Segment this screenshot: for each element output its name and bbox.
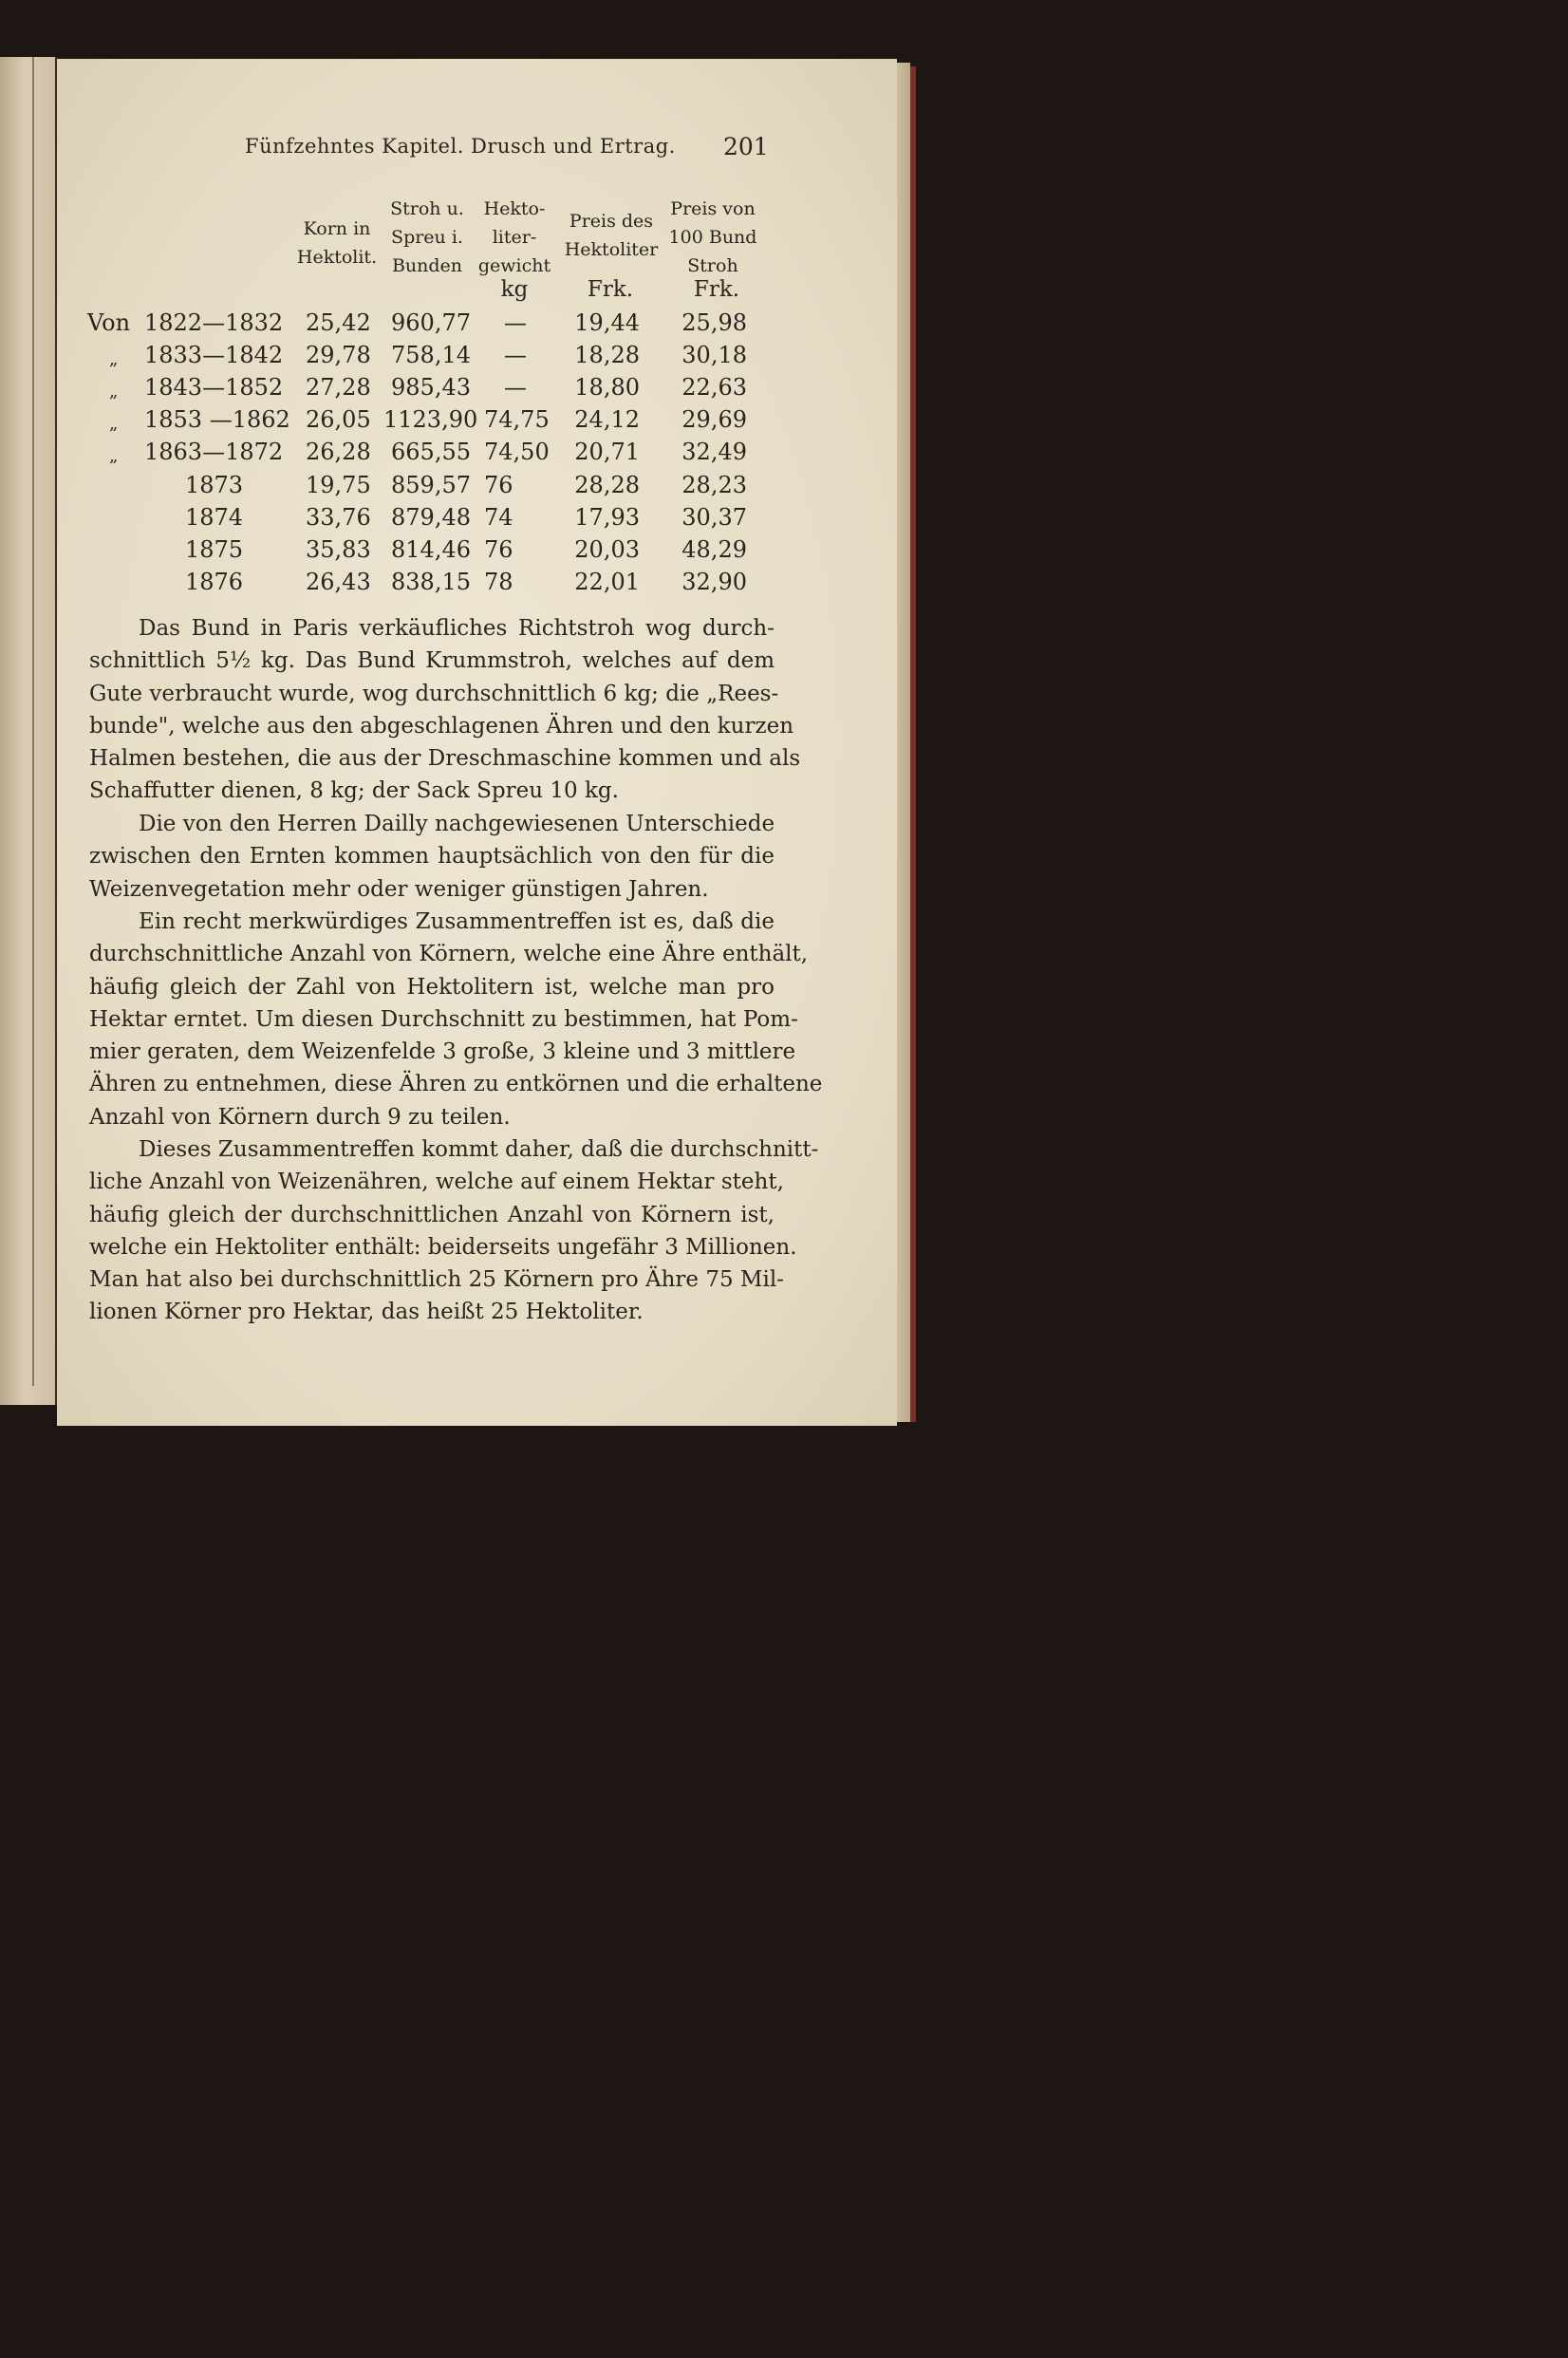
text-line: häufig gleich der durchschnittlichen Anzahl von Körnern ist, xyxy=(89,1202,775,1227)
text-line: liche Anzahl von Weizenähren, welche auf einem Hektar steht, xyxy=(89,1170,784,1195)
table-row xyxy=(0,342,990,374)
row-ditto: „ xyxy=(109,349,119,369)
text-line: mier geraten, dem Weizenfelde 3 große, 3 kleine und 3 mittlere xyxy=(89,1039,796,1065)
running-head: Fünfzehntes Kapitel. Drusch und Ertrag. xyxy=(245,135,676,158)
header-korn-line-2: Hektolit. xyxy=(296,247,378,268)
row-ditto: „ xyxy=(109,414,119,434)
header-hekto-line-2: liter- xyxy=(492,227,537,248)
cell-hekto: 74,50 xyxy=(484,439,550,465)
cell-korn: 35,83 xyxy=(306,536,371,563)
row-ditto: „ xyxy=(109,446,119,466)
cell-bund: 25,98 xyxy=(681,309,747,336)
row-period: 1822—1832 xyxy=(144,309,284,336)
cell-korn: 27,28 xyxy=(306,374,371,401)
cell-bund: 22,63 xyxy=(681,374,747,401)
text-line: Halmen bestehen, die aus der Dreschmaschine kommen und als xyxy=(89,746,801,772)
text-line: lionen Körner pro Hektar, das heißt 25 Hektoliter. xyxy=(89,1300,644,1325)
header-bund-line-2: 100 Bund xyxy=(668,227,757,248)
cell-bund: 28,23 xyxy=(681,472,747,498)
cell-korn: 26,43 xyxy=(306,569,371,595)
paragraph xyxy=(89,612,801,808)
cell-bund: 30,37 xyxy=(681,504,747,531)
cell-preis: 19,44 xyxy=(574,309,640,336)
text-line: welche ein Hektoliter enthält: beiderseits ungefähr 3 Millionen. xyxy=(89,1234,797,1260)
cell-korn: 26,28 xyxy=(306,439,371,465)
cell-preis: 18,28 xyxy=(574,342,640,368)
page-stack-edge xyxy=(897,63,910,1422)
cell-stroh: 665,55 xyxy=(391,439,471,465)
cell-korn: 33,76 xyxy=(306,504,371,531)
header-preis-line-2: Hektoliter xyxy=(564,239,659,260)
unit-frk-preis: Frk. xyxy=(587,277,634,302)
text-line: Ähren zu entnehmen, diese Ähren zu entkörnen und die erhaltene xyxy=(89,1072,823,1097)
text-line: durchschnittliche Anzahl von Körnern, welche eine Ähre enthält, xyxy=(89,942,809,967)
row-period: 1843—1852 xyxy=(144,374,284,401)
cell-stroh: 859,57 xyxy=(391,472,471,498)
left-page-edge xyxy=(0,57,58,1405)
text-line: bunde", welche aus den abgeschlagenen Ähren und den kurzen xyxy=(89,713,794,739)
header-preis xyxy=(558,207,664,264)
table-row xyxy=(0,406,990,439)
header-bund-line-1: Preis von xyxy=(670,198,756,219)
row-period: 1833—1842 xyxy=(144,342,284,368)
left-page-margin-line xyxy=(32,57,34,1386)
cell-bund: 32,90 xyxy=(681,569,747,595)
cell-hekto: 78 xyxy=(484,569,513,595)
cell-stroh: 985,43 xyxy=(391,374,471,401)
header-stroh-line-2: Spreu i. xyxy=(391,227,463,248)
cell-stroh: 838,15 xyxy=(391,569,471,595)
table-row xyxy=(0,536,990,569)
header-stroh-line-3: Bunden xyxy=(391,255,463,276)
cell-hekto: 76 xyxy=(484,472,513,498)
row-period: 1853 —1862 xyxy=(144,406,290,433)
text-line: Man hat also bei durchschnittlich 25 Körnern pro Ähre 75 Mil- xyxy=(89,1267,784,1293)
text-line: Hektar erntet. Um diesen Durchschnitt zu bestimmen, hat Pom- xyxy=(89,1006,798,1032)
cell-korn: 26,05 xyxy=(306,406,371,433)
table-row xyxy=(0,374,990,406)
cell-preis: 17,93 xyxy=(574,504,640,531)
text-line: Dieses Zusammentreffen kommt daher, daß die durchschnitt- xyxy=(139,1137,819,1162)
header-hekto xyxy=(475,195,554,280)
text-line: Die von den Herren Dailly nachgewiesenen Unterschiede xyxy=(139,812,775,836)
table-row xyxy=(0,439,990,471)
table-row xyxy=(0,309,990,342)
table-row xyxy=(0,504,990,536)
cell-bund: 30,18 xyxy=(681,342,747,368)
cell-hekto: 76 xyxy=(484,536,513,563)
cell-bund: 48,29 xyxy=(681,536,747,563)
paragraph xyxy=(89,1133,819,1329)
row-year: 1875 xyxy=(185,536,244,563)
header-hekto-line-1: Hekto- xyxy=(483,198,546,219)
cell-preis: 22,01 xyxy=(574,569,640,595)
header-korn-line-1: Korn in xyxy=(303,218,371,239)
cell-hekto: — xyxy=(504,309,527,336)
cell-stroh: 960,77 xyxy=(391,309,471,336)
cell-bund: 29,69 xyxy=(681,406,747,433)
row-year: 1876 xyxy=(185,569,244,595)
text-line: Das Bund in Paris verkäufliches Richtstroh wog durch- xyxy=(139,616,775,641)
cell-stroh: 758,14 xyxy=(391,342,471,368)
cell-preis: 18,80 xyxy=(574,374,640,401)
text-line: häufig gleich der Zahl von Hektolitern ist, welche man pro xyxy=(89,974,775,1000)
cell-preis: 20,03 xyxy=(574,536,640,563)
cell-hekto: 74 xyxy=(484,504,513,531)
cell-hekto: 74,75 xyxy=(484,406,550,433)
cell-stroh: 879,48 xyxy=(391,504,471,531)
table-row xyxy=(0,472,990,504)
cell-hekto: — xyxy=(504,342,527,368)
text-line: Schaffutter dienen, 8 kg; der Sack Spreu 10 kg. xyxy=(89,778,619,804)
paragraph xyxy=(89,808,775,906)
cell-hekto: — xyxy=(504,374,527,401)
text-line: Weizenvegetation mehr oder weniger günstigen Jahren. xyxy=(89,876,709,902)
book-cover-edge xyxy=(910,66,916,1422)
row-period: 1863—1872 xyxy=(144,439,284,465)
row-ditto: „ xyxy=(109,382,119,402)
text-line: zwischen den Ernten kommen hauptsächlich von den für die xyxy=(89,844,775,870)
cell-stroh: 1123,90 xyxy=(383,406,478,433)
cell-preis: 20,71 xyxy=(574,439,640,465)
table-row xyxy=(0,569,990,601)
cell-bund: 32,49 xyxy=(681,439,747,465)
text-line: Gute verbraucht wurde, wog durchschnittlich 6 kg; die „Rees- xyxy=(89,681,779,706)
cell-stroh: 814,46 xyxy=(391,536,471,563)
text-line: Anzahl von Körnern durch 9 zu teilen. xyxy=(89,1104,511,1130)
header-preis-line-1: Preis des xyxy=(569,211,654,232)
unit-frk-bund: Frk. xyxy=(693,277,740,302)
text-line: Ein recht merkwürdiges Zusammentreffen ist es, daß die xyxy=(139,909,775,934)
cell-korn: 19,75 xyxy=(306,472,371,498)
row-year: 1873 xyxy=(185,472,244,498)
unit-kg: kg xyxy=(500,277,529,302)
header-stroh xyxy=(380,195,475,280)
cell-korn: 25,42 xyxy=(306,309,371,336)
cell-korn: 29,78 xyxy=(306,342,371,368)
text-line: schnittlich 5½ kg. Das Bund Krummstroh, welches auf dem xyxy=(89,648,775,674)
cell-preis: 24,12 xyxy=(574,406,640,433)
cell-preis: 28,28 xyxy=(574,472,640,498)
page-number: 201 xyxy=(723,133,769,160)
header-bund xyxy=(661,195,765,280)
row-year: 1874 xyxy=(185,504,244,531)
header-bund-line-3: Stroh xyxy=(687,255,738,276)
row-label: Von xyxy=(87,309,131,336)
header-hekto-line-3: gewicht xyxy=(477,255,551,276)
header-stroh-line-1: Stroh u. xyxy=(390,198,464,219)
header-korn xyxy=(285,215,389,271)
paragraph xyxy=(89,906,823,1133)
